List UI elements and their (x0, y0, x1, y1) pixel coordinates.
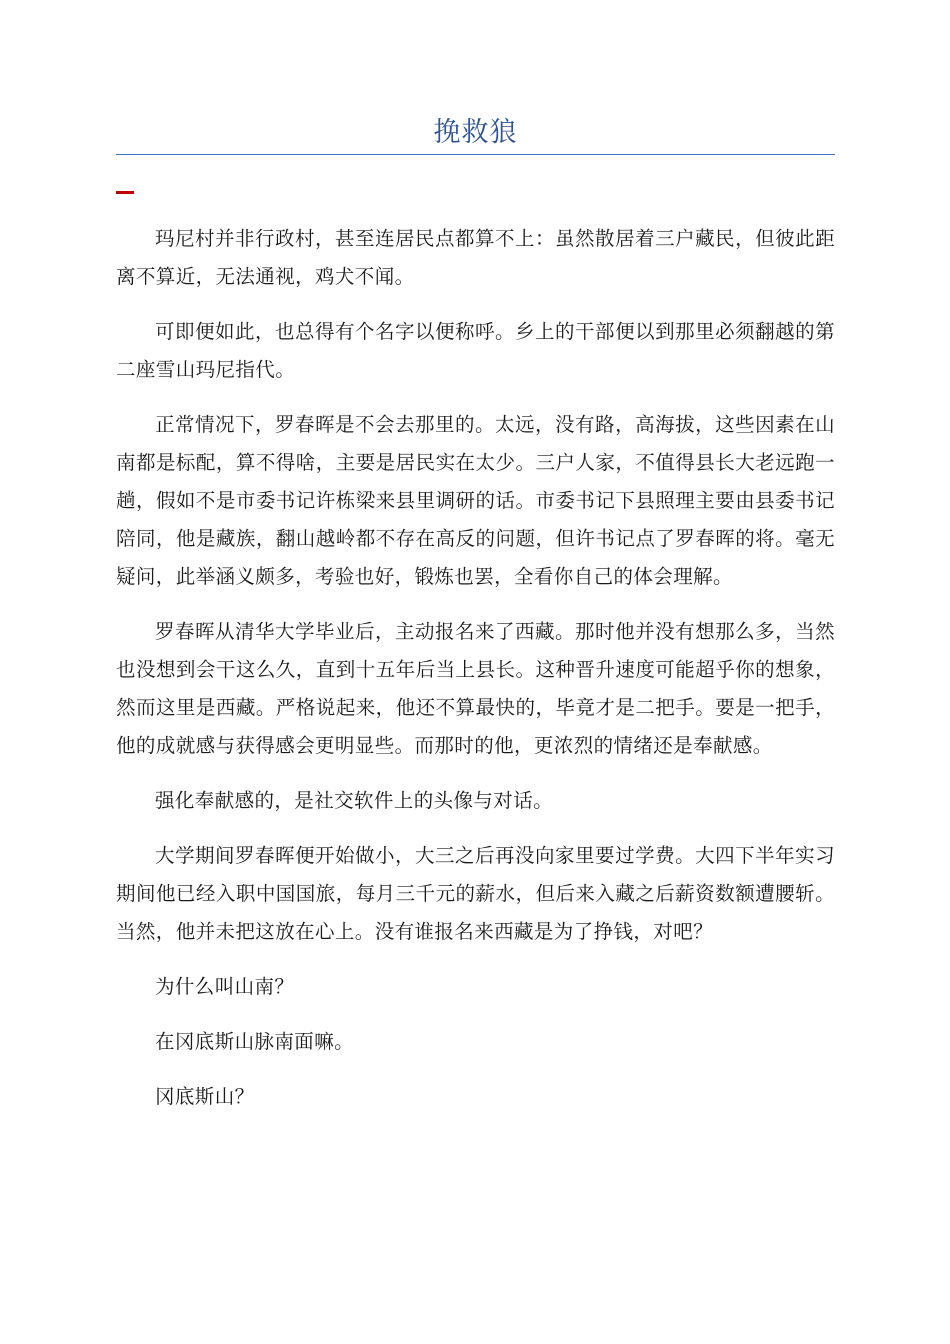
document-title: 挽救狼 (433, 117, 518, 148)
paragraph: 为什么叫山南？ (155, 975, 295, 998)
title-underline (116, 154, 835, 155)
paragraph: 玛尼村并非行政村，甚至连居民点都算不上：虽然散居着三户藏民，但彼此距离不算近，无法通视，鸡犬不闻。 (116, 227, 835, 288)
paragraph: 可即便如此，也总得有个名字以便称呼。乡上的干部便以到那里必须翻越的第二座雪山玛尼指代。 (116, 320, 835, 381)
paragraph: 罗春晖从清华大学毕业后，主动报名来了西藏。那时他并没有想那么多，当然也没想到会干这么久，直到十五年后当上县长。这种晋升速度可能超乎你的想象，然而这里是西藏。严格说起来，他还不算最快的，毕竟才是二把手。要是一把手，他的成就感与获得感会更明显些。而那时的他，更浓烈的情绪还是奉献感。 (116, 620, 835, 757)
paragraph: 正常情况下，罗春晖是不会去那里的。太远，没有路，高海拔，这些因素在山南都是标配，算不得啥，主要是居民实在太少。三户人家，不值得县长大老远跑一趟，假如不是市委书记许栋梁来县里调研的话。市委书记下县照理主要由县委书记陪同，他是藏族，翻山越岭都不存在高反的问题，但许书记点了罗春晖的将。毫无疑问，此举涵义颇多，考验也好，锻炼也罢，全看你自己的体会理解。 (116, 413, 835, 588)
document-page (116, 0, 835, 1133)
section-number-mark (116, 191, 134, 194)
paragraph: 强化奉献感的，是社交软件上的头像与对话。 (155, 789, 554, 812)
paragraph: 冈底斯山？ (155, 1085, 255, 1108)
body-text (116, 220, 835, 1116)
paragraph: 大学期间罗春晖便开始做小，大三之后再没向家里要过学费。大四下半年实习期间他已经入职中国国旅，每月三千元的薪水，但后来入藏之后薪资数额遭腰斩。当然，他并未把这放在心上。没有谁报名来西藏是为了挣钱，对吧？ (116, 844, 835, 943)
paragraph: 在冈底斯山脉南面嘛。 (155, 1030, 355, 1053)
